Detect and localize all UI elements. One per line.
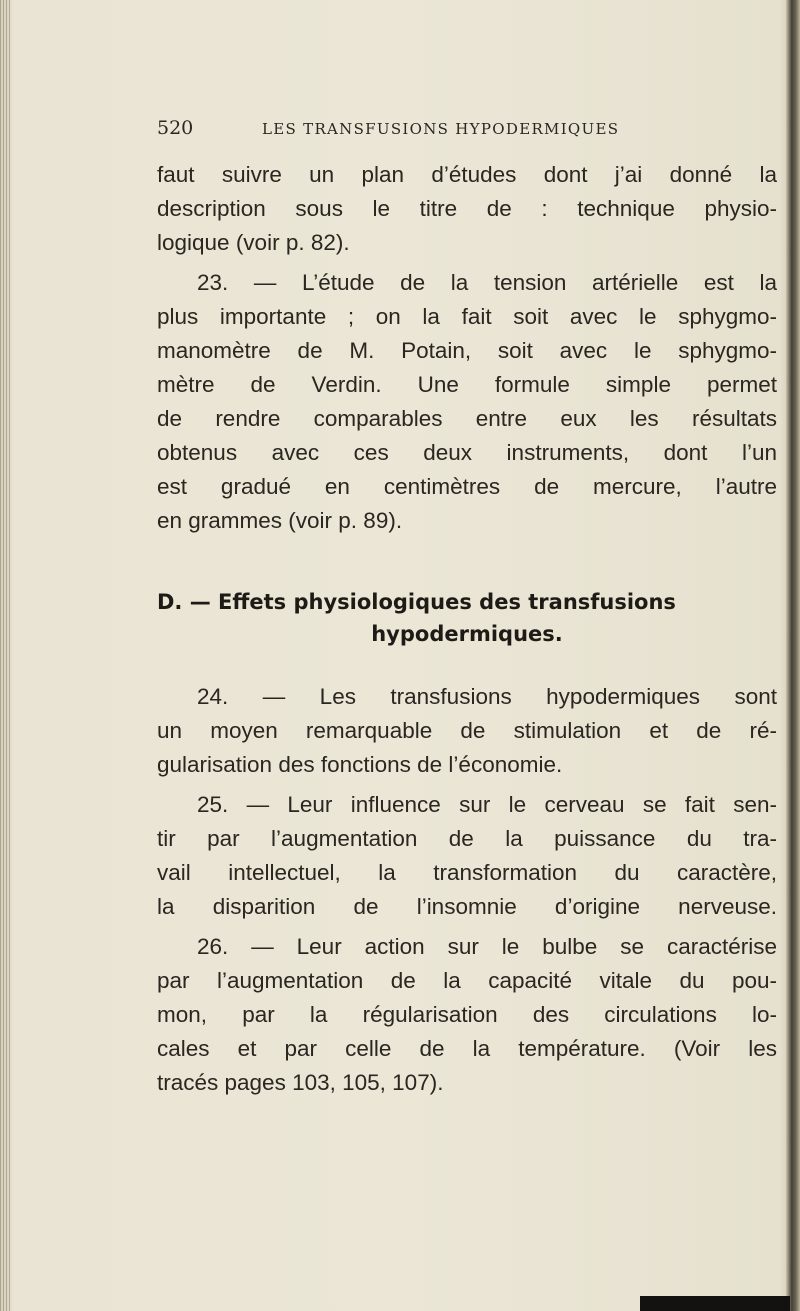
text-line: tir par l’augmentation de la puissance du tra- [157,826,777,851]
running-header [157,117,777,141]
paragraph-25 [157,788,777,924]
text-line: gularisation des fonctions de l’économie. [157,752,563,777]
page-gutter [0,0,10,1311]
text-line: un moyen remarquable de stimulation et de ré- [157,718,777,743]
heading-line: D. — Effets physiologiques des transfusions [157,590,676,614]
text-line: en grammes (voir p. 89). [157,508,403,533]
paragraph-23 [157,266,777,538]
text-line: la disparition de l’insomnie d’origine nerveuse. [157,894,777,919]
text-line: 25. — Leur influence sur le cerveau se fait sen- [197,792,777,817]
paragraph-26 [157,930,777,1100]
page-fore-edge [786,0,800,1311]
text-line: mon, par la régularisation des circulations lo- [157,1002,777,1027]
text-line: par l’augmentation de la capacité vitale du pou- [157,968,777,993]
page-number: 520 [157,117,194,139]
text-line: tracés pages 103, 105, 107). [157,1070,444,1095]
text-line: 26. — Leur action sur le bulbe se caractérise [197,934,777,959]
text-line: de rendre comparables entre eux les résultats [157,406,777,431]
text-line: 24. — Les transfusions hypodermiques sont [197,684,777,709]
text-line: faut suivre un plan d’études dont j’ai donné la [157,162,777,187]
text-line: description sous le titre de : technique physio- [157,196,777,221]
text-line: logique (voir p. 82). [157,230,350,255]
section-heading [157,586,777,650]
paragraph-24 [157,680,777,782]
text-line: 23. — L’étude de la tension artérielle est la [197,270,777,295]
text-line: mètre de Verdin. Une formule simple permet [157,372,777,397]
heading-line: hypodermiques. [371,622,563,646]
running-title: LES TRANSFUSIONS HYPODERMIQUES [262,120,620,138]
text-line: manomètre de M. Potain, soit avec le sphygmo- [157,338,777,363]
text-line: vail intellectuel, la transformation du caractère, [157,860,777,885]
text-line: obtenus avec ces deux instruments, dont l’un [157,440,777,465]
text-line: est gradué en centimètres de mercure, l’autre [157,474,777,499]
paragraph-continuation [157,158,777,260]
text-line: plus importante ; on la fait soit avec le sphygmo- [157,304,777,329]
text-line: cales et par celle de la température. (Voir les [157,1036,777,1061]
scan-shadow [640,1296,790,1311]
